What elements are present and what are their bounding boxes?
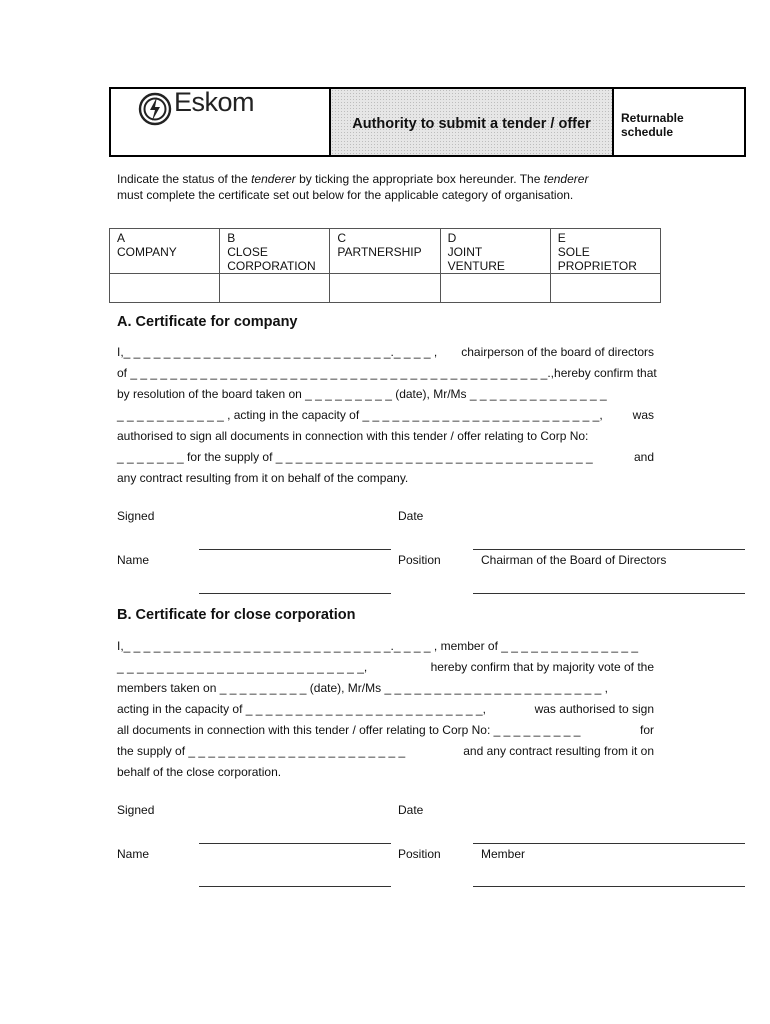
section-b-name-line[interactable] <box>199 886 391 887</box>
section-b-line-1: I,_ _ _ _ _ _ _ _ _ _ _ _ _ _ _ _ _ _ _ _ _ _ _ _ _ _ _._ _ _ _ , member of _ _ _ _ _ _ _ _ _ _ _ _ _ _ <box>117 639 639 653</box>
section-b-date-label: Date <box>398 803 424 817</box>
eskom-logo-icon <box>138 92 172 126</box>
section-a-line-5: authorised to sign all documents in connection with this tender / offer relating to Corp No: <box>117 429 589 443</box>
section-a-line-3: by resolution of the board taken on _ _ _ _ _ _ _ _ _ (date), Mr/Ms _ _ _ _ _ _ _ _ _ _ _ _ _ _ <box>117 387 607 401</box>
section-a-name-label: Name <box>117 553 150 567</box>
section-b-line-3: members taken on _ _ _ _ _ _ _ _ _ (date), Mr/Ms _ _ _ _ _ _ _ _ _ _ _ _ _ _ _ _ _ _ _ _ _ _ , <box>117 681 608 695</box>
section-a-line-6: _ _ _ _ _ _ _ for the supply of _ _ _ _ _ _ _ _ _ _ _ _ _ _ _ _ _ _ _ _ _ _ _ _ _ _ _ _ _ _ _ _ and <box>117 450 654 464</box>
section-b-position-line[interactable] <box>473 886 745 887</box>
section-a-signed-label: Signed <box>117 509 155 523</box>
section-a-line-7: any contract resulting from it on behalf of the company. <box>117 471 409 485</box>
logo-cell <box>111 89 331 155</box>
section-b-title: B. Certificate for close corporation <box>117 607 356 623</box>
document-header <box>109 87 746 157</box>
status-header-partnership: C PARTNERSHIP <box>330 229 440 274</box>
section-b-line-2: _ _ _ _ _ _ _ _ _ _ _ _ _ _ _ _ _ _ _ _ _ _ _ _ _, hereby confirm that by majority vote of the <box>117 660 654 674</box>
status-header-close-corporation: B CLOSE CORPORATION <box>220 229 330 274</box>
section-a-name-line[interactable] <box>199 593 391 594</box>
logo-wordmark: Eskom <box>174 87 255 117</box>
section-a-date-label: Date <box>398 509 424 523</box>
tick-box-joint-venture[interactable] <box>440 274 550 303</box>
section-a-title: A. Certificate for company <box>117 314 298 330</box>
tick-box-company[interactable] <box>110 274 220 303</box>
organisation-status-table <box>109 228 661 303</box>
section-b-line-7: behalf of the close corporation. <box>117 765 282 779</box>
section-b-signature-line[interactable] <box>199 843 391 844</box>
section-a-position-label: Position <box>398 553 441 567</box>
section-a-position-line[interactable] <box>473 593 745 594</box>
document-title: Authority to submit a tender / offer <box>331 89 614 155</box>
status-header-joint-venture: D JOINT VENTURE <box>440 229 550 274</box>
section-b-line-6: the supply of _ _ _ _ _ _ _ _ _ _ _ _ _ _ _ _ _ _ _ _ _ _ and any contract resulting from it on <box>117 744 654 758</box>
section-a-position-value: Chairman of the Board of Directors <box>481 553 667 567</box>
status-header-sole-proprietor: E SOLE PROPRIETOR <box>550 229 660 274</box>
tick-box-sole-proprietor[interactable] <box>550 274 660 303</box>
intro-paragraph: Indicate the status of the tenderer by ticking the appropriate box hereunder. The tenderer must complete the certificate set out below for the applicable category of organisation. <box>117 172 589 202</box>
section-b-line-4: acting in the capacity of _ _ _ _ _ _ _ _ _ _ _ _ _ _ _ _ _ _ _ _ _ _ _ _, was authorised to sign <box>117 702 654 716</box>
section-a-line-1: I,_ _ _ _ _ _ _ _ _ _ _ _ _ _ _ _ _ _ _ _ _ _ _ _ _ _ _._ _ _ _ , chairperson of the board of directors <box>117 345 654 359</box>
section-b-position-value: Member <box>481 847 526 861</box>
section-a-date-line[interactable] <box>473 549 745 550</box>
section-a-signature-line[interactable] <box>199 549 391 550</box>
section-a-line-4: _ _ _ _ _ _ _ _ _ _ _ , acting in the capacity of _ _ _ _ _ _ _ _ _ _ _ _ _ _ _ _ _ _ _ _ _ _ _ _, was <box>117 408 654 422</box>
section-b-name-label: Name <box>117 847 150 861</box>
section-a-line-2: of _ _ _ _ _ _ _ _ _ _ _ _ _ _ _ _ _ _ _ _ _ _ _ _ _ _ _ _ _ _ _ _ _ _ _ _ _ _ _ _ _ _., hereby confirm that <box>117 366 657 380</box>
status-header-company: A COMPANY <box>110 229 220 274</box>
section-b-position-label: Position <box>398 847 441 861</box>
tick-box-close-corporation[interactable] <box>220 274 330 303</box>
returnable-schedule-label: Returnable schedule <box>621 111 684 139</box>
section-b-date-line[interactable] <box>473 843 745 844</box>
tick-box-partnership[interactable] <box>330 274 440 303</box>
section-b-line-5: all documents in connection with this tender / offer relating to Corp No: _ _ _ _ _ _ _ _ _ for <box>117 723 654 737</box>
section-b-signed-label: Signed <box>117 803 155 817</box>
